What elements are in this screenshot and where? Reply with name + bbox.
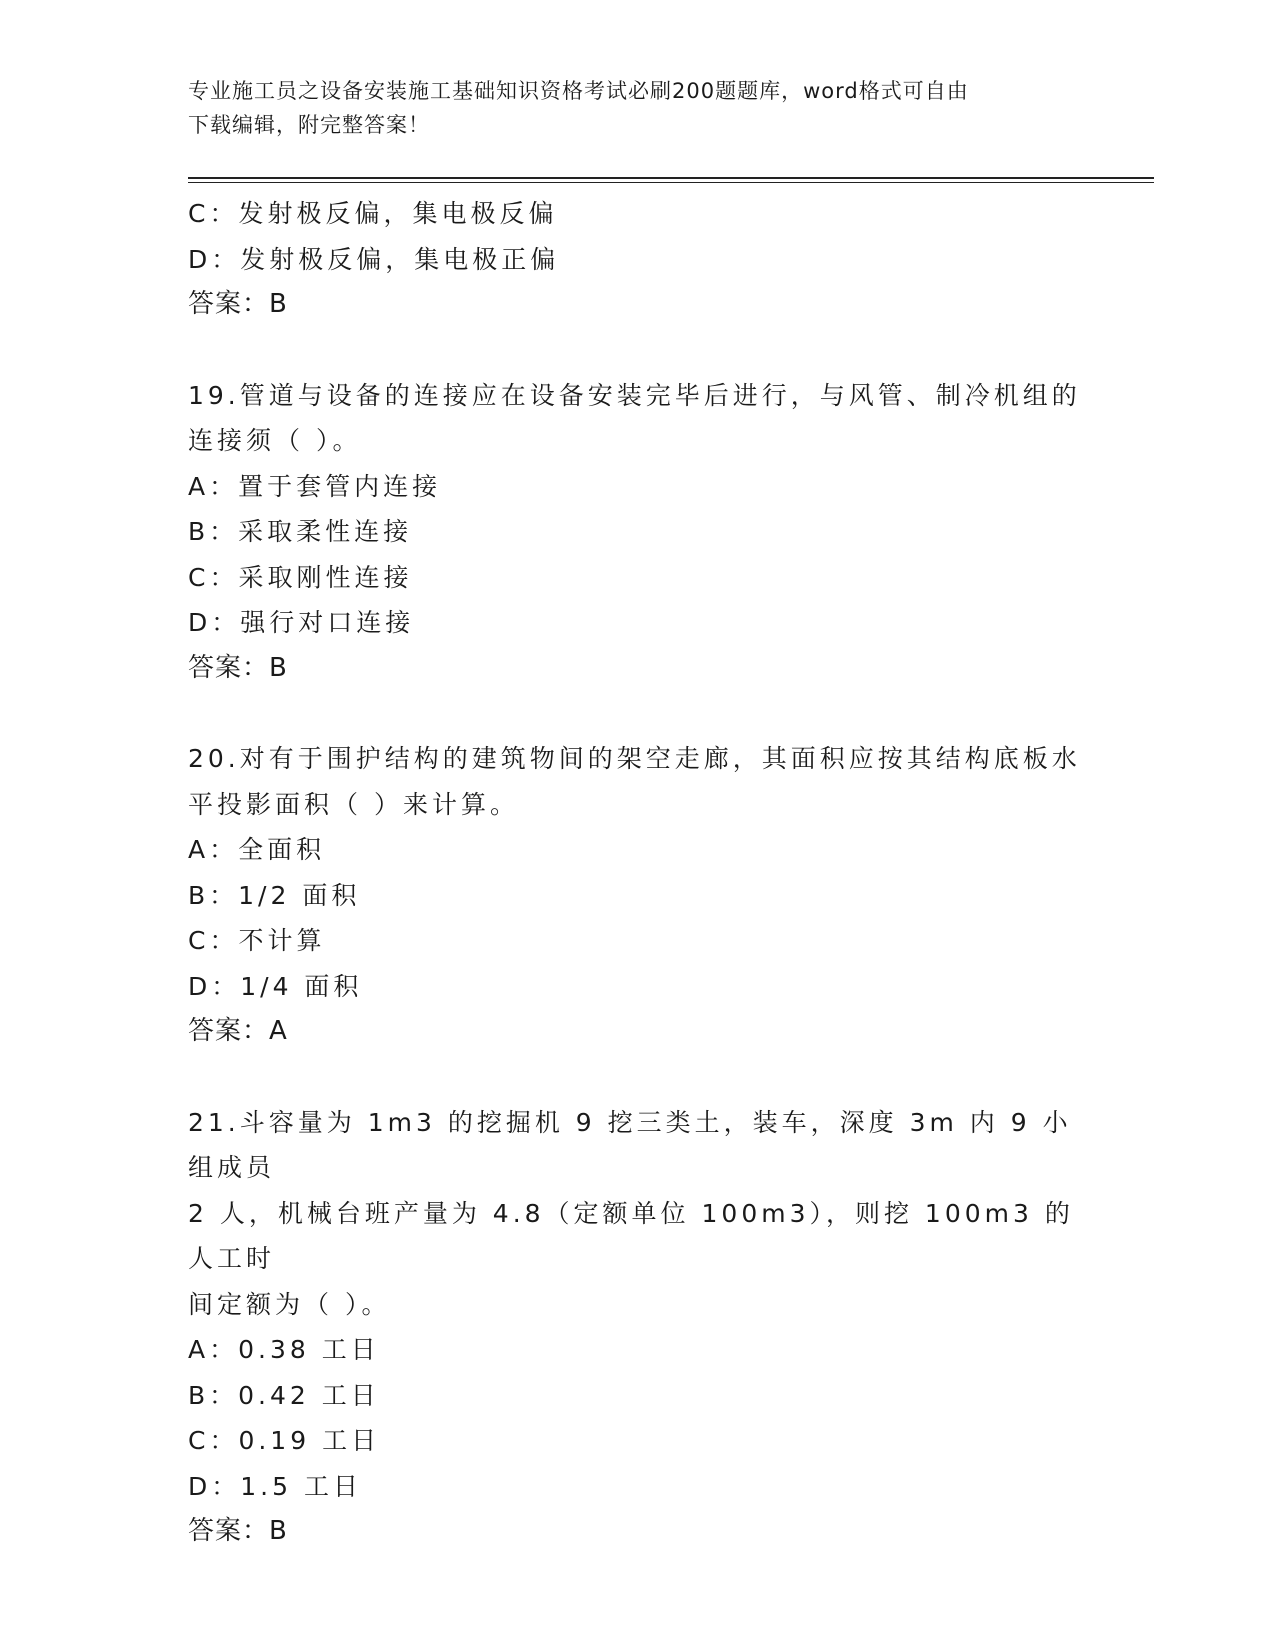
prev-question-tail (188, 191, 1088, 328)
option-c: C：不计算 (188, 926, 326, 955)
answer: 答案：A (188, 1016, 288, 1046)
header-title-line-1: 专业施工员之设备安装施工基础知识资格考试必刷200题题库，word格式可自由 (188, 79, 969, 103)
header-rule-thin (188, 182, 1154, 183)
question-21 (188, 1100, 1088, 1555)
document-header (188, 74, 1088, 142)
option-b: B：1/2 面积 (188, 880, 361, 910)
answer: 答案：B (188, 289, 288, 319)
spacer (188, 328, 1088, 373)
option-b: B：0.42 工日 (188, 1380, 380, 1410)
option-a: A：0.38 工日 (188, 1335, 380, 1364)
option-c: C：0.19 工日 (188, 1426, 381, 1455)
question-text-line: 19.管道与设备的连接应在设备安装完毕后进行，与风管、制冷机组的 (188, 380, 1081, 410)
option-d: D：1.5 工日 (188, 1471, 362, 1501)
question-list (188, 191, 1088, 1555)
question-20 (188, 736, 1088, 1055)
question-text-line: 21.斗容量为 1m3 的挖掘机 9 挖三类土，装车，深度 3m 内 9 小组成员 (188, 1107, 1072, 1182)
question-text-line: 间定额为（ ）。 (188, 1289, 391, 1319)
question-text-line: 2 人，机械台班产量为 4.8（定额单位 100m3），则挖 100m3 的人工时 (188, 1198, 1074, 1273)
answer: 答案：B (188, 652, 288, 683)
option-d: D：1/4 面积 (188, 971, 363, 1001)
option-b: B：采取柔性连接 (188, 517, 413, 546)
question-text-line: 平投影面积（ ）来计算。 (188, 789, 519, 819)
option-d: D：发射极反偏，集电极正偏 (188, 244, 560, 274)
question-text-line: 20.对有于围护结构的建筑物间的架空走廊，其面积应按其结构底板水 (188, 744, 1081, 773)
header-rule-thick (188, 177, 1154, 179)
question-text-line: 连接须（ ）。 (188, 426, 362, 455)
option-d: D：强行对口连接 (188, 608, 415, 637)
question-19 (188, 373, 1088, 692)
option-c: C：采取刚性连接 (188, 562, 413, 592)
option-a: A：置于套管内连接 (188, 471, 442, 501)
spacer (188, 691, 1088, 736)
option-a: A：全面积 (188, 835, 326, 864)
spacer (188, 1055, 1088, 1100)
option-c: C：发射极反偏，集电极反偏 (188, 199, 558, 228)
header-title-line-2: 下载编辑，附完整答案！ (188, 113, 430, 137)
answer: 答案：B (188, 1516, 288, 1546)
